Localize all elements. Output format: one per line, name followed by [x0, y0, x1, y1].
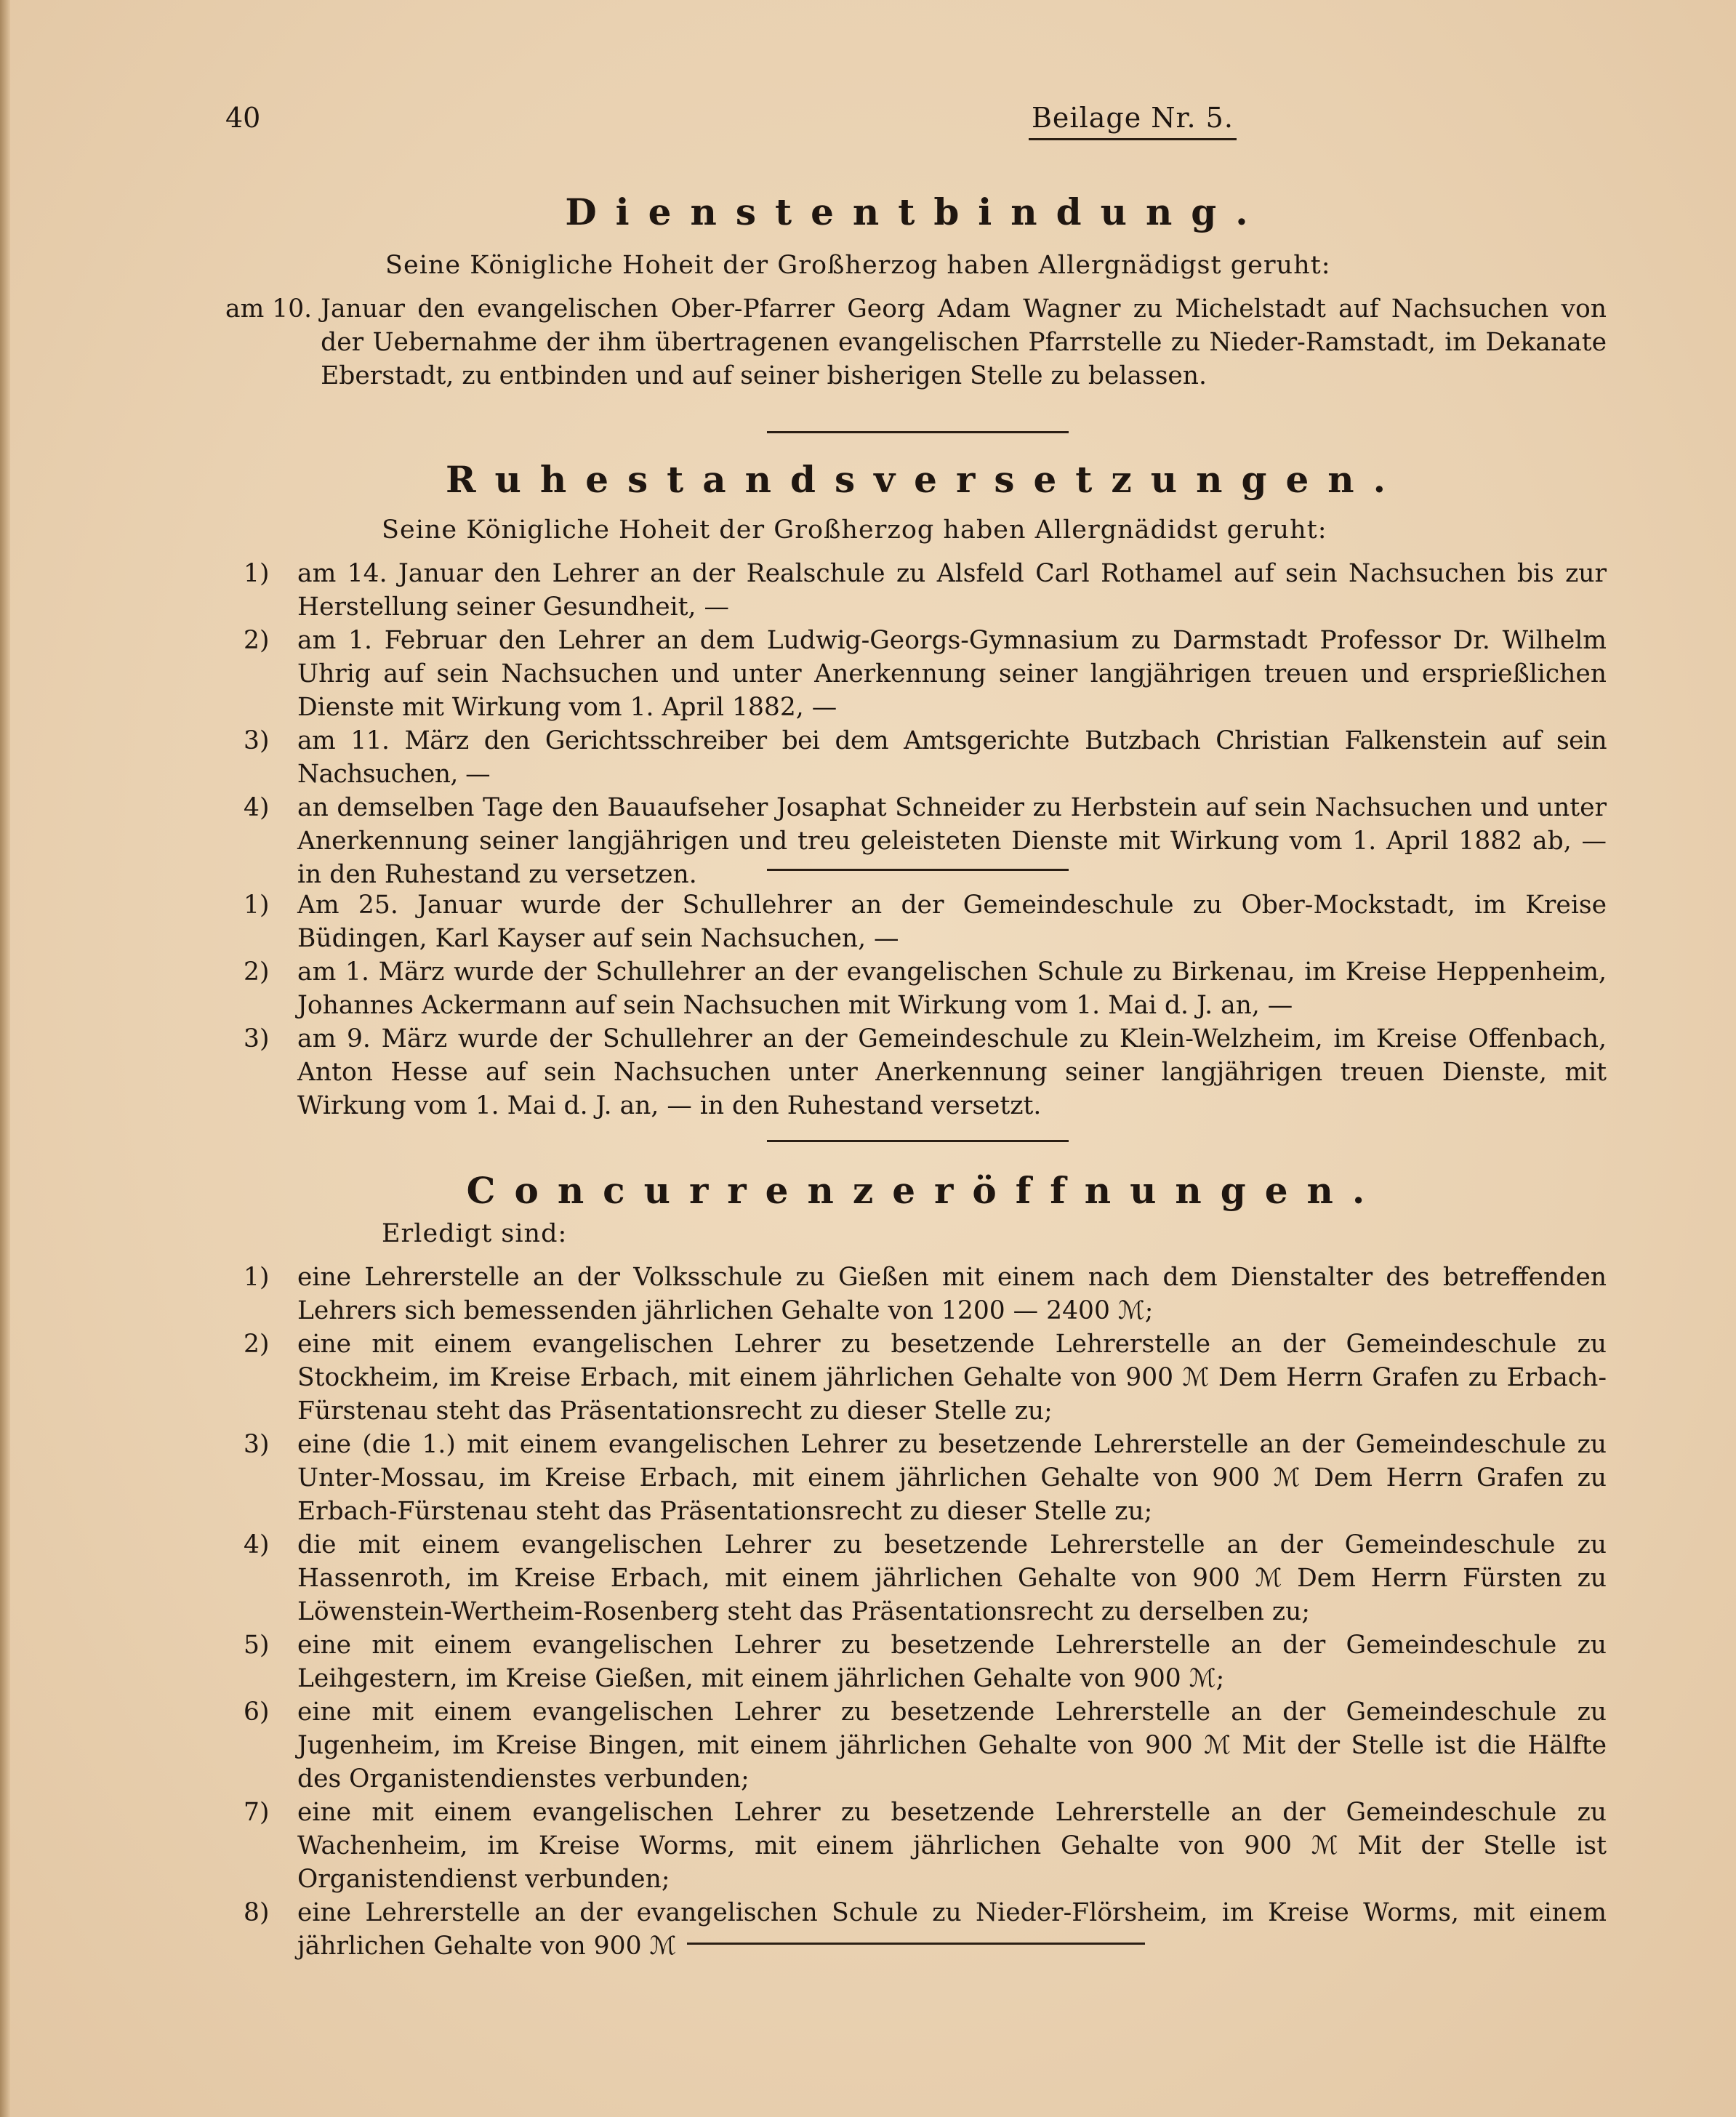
page-header	[225, 102, 1607, 145]
list-item	[244, 1261, 1607, 1327]
item-text: Am 25. Januar wurde der Schullehrer an der Gemeindeschule zu Ober-Mockstadt, im Kreise Büdingen, Karl Kayser auf sein Nachsuchen, —	[297, 891, 1607, 953]
item-number: 4)	[244, 1530, 270, 1559]
concurrenz-list	[244, 1261, 1607, 1963]
section-schullehrer	[244, 888, 1607, 1122]
divider	[687, 1943, 1145, 1945]
item-number: 3)	[244, 1430, 270, 1459]
item-number: 4)	[244, 793, 270, 822]
page-edge	[0, 0, 10, 2117]
item-number: 3)	[244, 1024, 270, 1053]
item-text: eine mit einem evangelischen Lehrer zu besetzende Lehrerstelle an der Gemeindeschule zu Jugenheim, im Kreise Bingen, mit einem jährlichen Gehalte von 900 ℳ Mit der Stelle ist die Hälfte des Organistendienstes verbunden;	[297, 1698, 1607, 1793]
section-concurrenz	[244, 1169, 1607, 1963]
item-text: an demselben Tage den Bauaufseher Josaphat Schneider zu Herbstein auf sein Nachsuchen und unter Anerkennung seiner langjährigen und treu geleisteten Dienste mit Wirkung vom 1. April 1882 ab, — in den Ruhestand zu versetzen.	[297, 793, 1607, 889]
section-dienstentbindung	[225, 190, 1607, 393]
list-item	[244, 1428, 1607, 1528]
item-text: am 11. März den Gerichtsschreiber bei dem Amtsgerichte Butzbach Christian Falkenstein auf sein Nachsuchen, —	[297, 726, 1607, 789]
section-heading: Concurrenzeröffnungen.	[466, 1169, 1384, 1212]
item-text: die mit einem evangelischen Lehrer zu besetzende Lehrerstelle an der Gemeindeschule zu Hassenroth, im Kreise Erbach, mit einem jährlichen Gehalte von 900 ℳ Dem Herrn Fürsten zu Löwenstein-Wertheim-Rosenberg steht das Präsentationsrecht zu derselben zu;	[297, 1530, 1607, 1626]
list-item	[225, 292, 1607, 393]
supplement-title: Beilage Nr. 5.	[1029, 102, 1237, 140]
list-item	[244, 724, 1607, 791]
item-number: 6)	[244, 1698, 270, 1727]
item-number: 1)	[244, 1263, 270, 1292]
item-text: eine Lehrerstelle an der Volksschule zu Gießen mit einem nach dem Dienstalter des betreffenden Lehrers sich bemessenden jährlichen Gehalte von 1200 — 2400 ℳ;	[297, 1263, 1607, 1325]
page-number: 40	[225, 102, 261, 134]
list-item	[244, 1796, 1607, 1896]
item-text: eine Lehrerstelle an der evangelischen Schule zu Nieder-Flörsheim, im Kreise Worms, mit einem jährlichen Gehalte von 900 ℳ	[297, 1898, 1607, 1961]
item-number: 8)	[244, 1898, 270, 1927]
item-text: eine (die 1.) mit einem evangelischen Lehrer zu besetzende Lehrerstelle an der Gemeindeschule zu Unter-Mossau, im Kreise Erbach, mit einem jährlichen Gehalte von 900 ℳ Dem Herrn Grafen zu Erbach-Fürstenau steht das Präsentationsrecht zu dieser Stelle zu;	[297, 1430, 1607, 1526]
section-heading: Ruhestandsversetzungen.	[445, 458, 1405, 501]
item-text: am 14. Januar den Lehrer an der Realschule zu Alsfeld Carl Rothamel auf sein Nachsuchen bis zur Herstellung seiner Gesundheit, —	[297, 559, 1607, 622]
list-item	[244, 888, 1607, 955]
item-number: 2)	[244, 957, 270, 987]
section-heading: Dienstentbindung.	[565, 190, 1267, 233]
list-item	[244, 1628, 1607, 1695]
list-item	[244, 1896, 1607, 1963]
section-intro: Erledigt sind:	[382, 1219, 568, 1248]
divider	[767, 1140, 1069, 1142]
list-item	[244, 791, 1607, 891]
list-item	[244, 1528, 1607, 1628]
section-intro: Seine Königliche Hoheit der Großherzog haben Allergnädigst geruht:	[385, 251, 1331, 280]
section-ruhestand	[244, 458, 1607, 891]
list-item	[244, 1022, 1607, 1122]
item-number: 7)	[244, 1798, 270, 1827]
item-number: 1)	[244, 891, 270, 920]
entry-date: am 10.	[225, 294, 313, 324]
section-intro: Seine Königliche Hoheit der Großherzog haben Allergnädidst geruht:	[382, 515, 1327, 545]
item-number: 1)	[244, 559, 270, 588]
list-item	[244, 557, 1607, 624]
divider	[767, 431, 1069, 433]
item-number: 2)	[244, 626, 270, 655]
item-text: eine mit einem evangelischen Lehrer zu besetzende Lehrerstelle an der Gemeindeschule zu Wachenheim, im Kreise Worms, mit einem jährlichen Gehalte von 900 ℳ Mit der Stelle ist Organistendienst verbunden;	[297, 1798, 1607, 1894]
item-text: am 1. Februar den Lehrer an dem Ludwig-Georgs-Gymnasium zu Darmstadt Professor Dr. Wilhelm Uhrig auf sein Nachsuchen und unter Anerkennung seiner langjährigen treuen und ersprießlichen Dienste mit Wirkung vom 1. April 1882, —	[297, 626, 1607, 722]
ruhestand-list	[244, 557, 1607, 891]
list-item	[244, 955, 1607, 1022]
list-item	[244, 1327, 1607, 1428]
item-number: 2)	[244, 1330, 270, 1359]
item-text: eine mit einem evangelischen Lehrer zu besetzende Lehrerstelle an der Gemeindeschule zu Stockheim, im Kreise Erbach, mit einem jährlichen Gehalte von 900 ℳ Dem Herrn Grafen zu Erbach-Fürstenau steht das Präsentationsrecht zu dieser Stelle zu;	[297, 1330, 1607, 1426]
item-text: am 1. März wurde der Schullehrer an der evangelischen Schule zu Birkenau, im Kreise Heppenheim, Johannes Ackermann auf sein Nachsuchen mit Wirkung vom 1. Mai d. J. an, —	[297, 957, 1607, 1020]
list-item	[244, 624, 1607, 724]
divider	[767, 869, 1069, 871]
item-number: 3)	[244, 726, 270, 755]
item-number: 5)	[244, 1631, 270, 1660]
list-item	[244, 1695, 1607, 1796]
item-text: am 9. März wurde der Schullehrer an der Gemeindeschule zu Klein-Welzheim, im Kreise Offenbach, Anton Hesse auf sein Nachsuchen unter Anerkennung seiner langjährigen treuen Dienste, mit Wirkung vom 1. Mai d. J. an, — in den Ruhestand versetzt.	[297, 1024, 1607, 1120]
entry-text: Januar den evangelischen Ober-Pfarrer Georg Adam Wagner zu Michelstadt auf Nachsuchen von der Uebernahme der ihm übertragenen evangelischen Pfarrstelle zu Nieder-Ramstadt, im Dekanate Eberstadt, zu entbinden und auf seiner bisherigen Stelle zu belassen.	[321, 294, 1607, 390]
item-text: eine mit einem evangelischen Lehrer zu besetzende Lehrerstelle an der Gemeindeschule zu Leihgestern, im Kreise Gießen, mit einem jährlichen Gehalte von 900 ℳ;	[297, 1631, 1607, 1693]
